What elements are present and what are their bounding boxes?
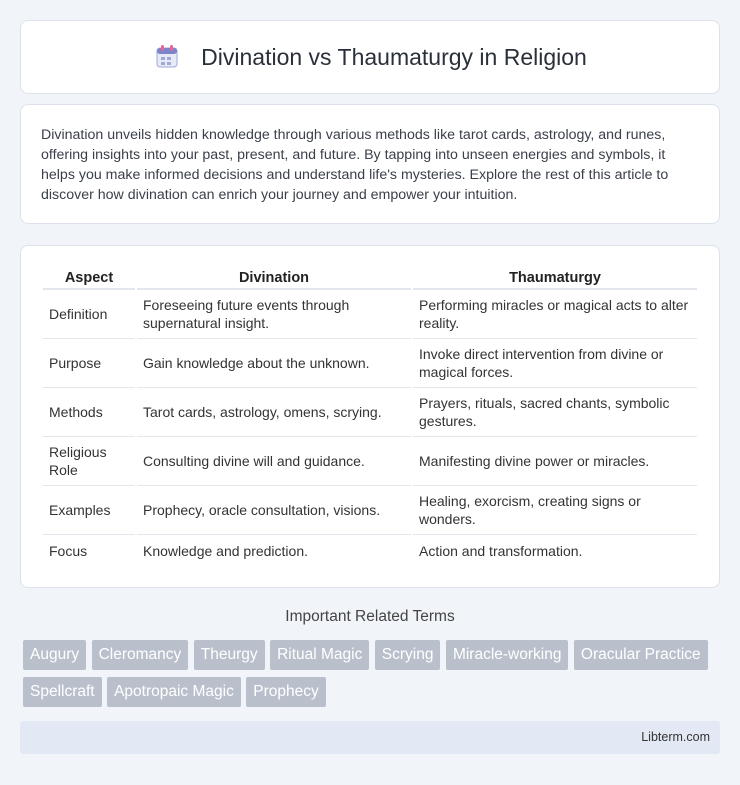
cell-aspect: Definition bbox=[43, 290, 135, 339]
table-row bbox=[43, 486, 697, 535]
table-header-row bbox=[43, 266, 697, 290]
tag-oracular-practice[interactable]: Oracular Practice bbox=[574, 640, 708, 670]
tag-ritual-magic[interactable]: Ritual Magic bbox=[270, 640, 369, 670]
cell-thaumaturgy: Manifesting divine power or miracles. bbox=[413, 437, 697, 486]
header-divination: Divination bbox=[137, 266, 411, 290]
cell-divination: Prophecy, oracle consultation, visions. bbox=[137, 486, 411, 535]
cell-aspect: Purpose bbox=[43, 339, 135, 388]
tag-apotropaic-magic[interactable]: Apotropaic Magic bbox=[107, 677, 241, 707]
cell-aspect: Methods bbox=[43, 388, 135, 437]
cell-thaumaturgy: Invoke direct intervention from divine or magical forces. bbox=[413, 339, 697, 388]
cell-thaumaturgy: Prayers, rituals, sacred chants, symbolic gestures. bbox=[413, 388, 697, 437]
cell-thaumaturgy: Performing miracles or magical acts to alter reality. bbox=[413, 290, 697, 339]
table-row bbox=[43, 339, 697, 388]
tag-spellcraft[interactable]: Spellcraft bbox=[23, 677, 102, 707]
cell-aspect: Focus bbox=[49, 543, 88, 559]
table-row bbox=[43, 437, 697, 486]
tag-cleromancy[interactable]: Cleromancy bbox=[92, 640, 189, 670]
intro-card bbox=[20, 104, 720, 224]
footer bbox=[20, 721, 720, 754]
cell-divination: Gain knowledge about the unknown. bbox=[137, 339, 411, 388]
intro-text: Divination unveils hidden knowledge through various methods like tarot cards, astrology, and runes, offering insights into your past, present, and future. By tapping into unseen energies and symbols, it helps you make informed decisions and understand life's mysteries. Explore the rest of this article to discover how divination can enrich your journey and empower your intuition. bbox=[41, 127, 669, 203]
cell-divination: Tarot cards, astrology, omens, scrying. bbox=[137, 388, 411, 437]
related-terms-title: Important Related Terms bbox=[285, 608, 455, 625]
calendar-icon bbox=[153, 43, 181, 71]
cell-thaumaturgy: Healing, exorcism, creating signs or wonders. bbox=[413, 486, 697, 535]
header-aspect: Aspect bbox=[43, 266, 135, 290]
footer-site-link[interactable]: Libterm.com bbox=[641, 730, 710, 744]
page-title: Divination vs Thaumaturgy in Religion bbox=[201, 43, 587, 70]
cell-divination: Consulting divine will and guidance. bbox=[137, 437, 411, 486]
cell-divination: Foreseeing future events through supernatural insight. bbox=[137, 290, 411, 339]
comparison-card bbox=[20, 245, 720, 588]
tag-theurgy[interactable]: Theurgy bbox=[194, 640, 265, 670]
cell-aspect: Examples bbox=[43, 486, 135, 535]
tag-augury[interactable]: Augury bbox=[23, 640, 86, 670]
cell-thaumaturgy: Action and transformation. bbox=[419, 543, 583, 559]
tag-scrying[interactable]: Scrying bbox=[375, 640, 441, 670]
cell-aspect: Religious Role bbox=[43, 437, 135, 486]
header-thaumaturgy: Thaumaturgy bbox=[413, 266, 697, 290]
title-card bbox=[20, 20, 720, 94]
tag-prophecy[interactable]: Prophecy bbox=[246, 677, 325, 707]
table-row bbox=[43, 535, 697, 567]
tag-miracle-working[interactable]: Miracle-working bbox=[446, 640, 569, 670]
table-row bbox=[43, 388, 697, 437]
cell-divination: Knowledge and prediction. bbox=[143, 543, 309, 559]
related-terms-list bbox=[23, 640, 723, 714]
table-row bbox=[43, 290, 697, 339]
comparison-table bbox=[41, 266, 699, 567]
